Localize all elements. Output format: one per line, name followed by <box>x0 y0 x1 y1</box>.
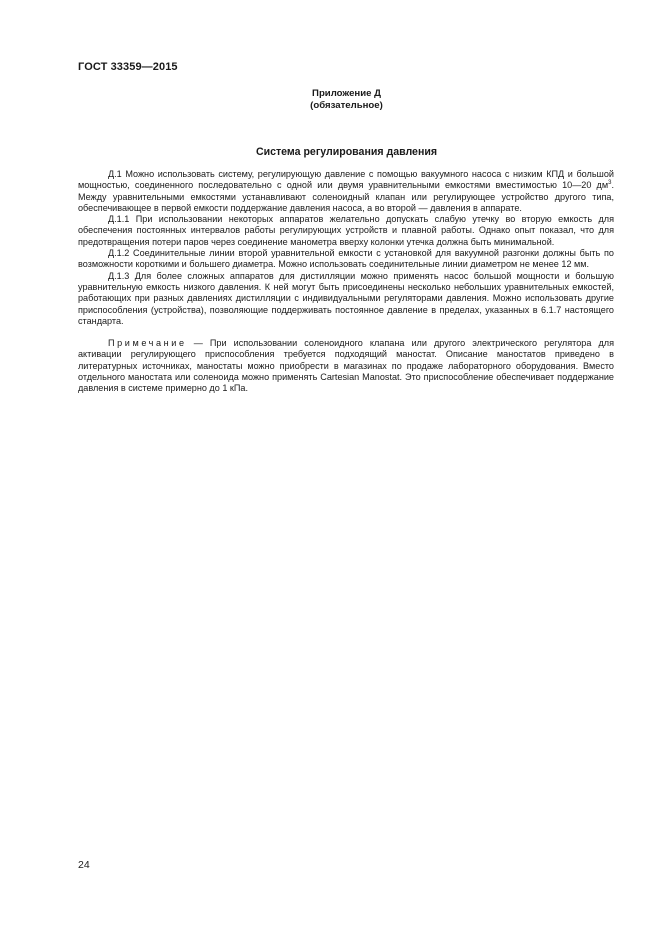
body-text <box>78 169 614 395</box>
paragraph-d1 <box>78 169 614 214</box>
section-title-text: Система регулирования давления <box>255 146 438 158</box>
note-label: Примечание <box>108 338 187 349</box>
appendix-heading <box>0 88 661 112</box>
paragraph-d1-3: Д.1.3 Для более сложных аппаратов для дистилляции можно применять насос большой мощности и большую уравнительную емкость низкого давления. К ней могут быть присоединены несколько небольших уравнительных емкостей, работающих при разных давлениях дистилляции с индивидуальными регуляторами давления. Можно использовать другие приспособления (устройства), позволяющие поддерживать постоянное давление в пределах, указанных в 6.1.7 настоящего стандарта. <box>78 270 614 326</box>
section-title <box>0 146 661 158</box>
document-standard-header: ГОСТ 33359—2015 <box>78 61 178 73</box>
superscript-exponent: 3 <box>608 180 612 187</box>
appendix-title: Приложение Д <box>312 88 381 99</box>
paragraph-d1-1: Д.1.1 При использовании некоторых аппаратов желательно допускать слабую утечку во вторую емкость для обеспечения постоянных интервалов работы регулирующих устройств и плавной работы. Однако опыт показал, что для предотвращения потери паров через соединение манометра вверху колонки утечка должна быть минимальной. <box>78 214 614 247</box>
paragraph-d1-text: Д.1 Можно использовать систему, регулирующую давление с помощью вакуумного насоса с низким КПД и большой мощностью, соединенного последовательно с одной или двумя уравнительными емкостями вместимостью 10—20 дм <box>78 169 614 191</box>
page-number: 24 <box>78 859 90 871</box>
paragraph-d1-text-cont: . Между уравнительными емкостями устанавливают соленоидный клапан или регулирующее устройство другого типа, обеспечивающее в первой емкости поддержание давления насоса, а во второй — давления в аппарате. <box>78 180 614 213</box>
note-text: — При использовании соленоидного клапана или другого электрического регулятора для активации регулирующего приспособления требуется подходящий маностат. Описание маностатов приведено в литературных источниках, маностаты можно приобрести в магазинах по продаже лабораторного оборудования. Вместо отдельного маностата или соленоида можно применять Cartesian Manostat. Это приспособление обеспечивает поддержание давления в системе примерно до 1 кПа. <box>78 338 614 394</box>
note-paragraph <box>78 338 614 394</box>
paragraph-d1-2: Д.1.2 Соединительные линии второй уравнительной емкости с установкой для вакуумной разгонки должны быть по возможности короткими и большего диаметра. Можно использовать соединительные линии диаметром не менее 12 мм. <box>78 248 614 270</box>
appendix-status: (обязательное) <box>310 100 383 111</box>
